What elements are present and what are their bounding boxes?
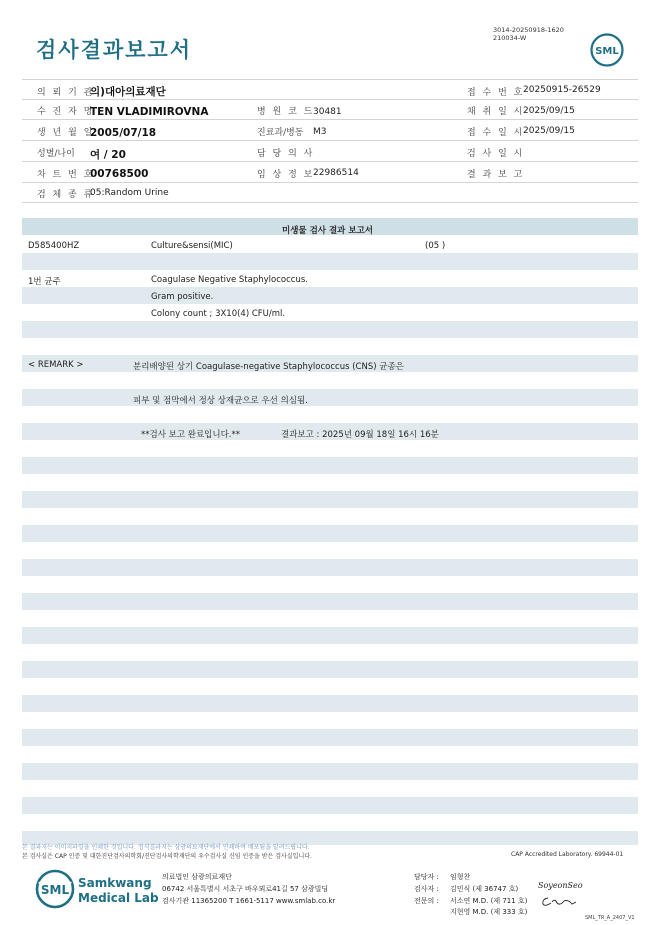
- dept-label: 진료과/병동: [257, 128, 304, 138]
- specialist-2: 지현영 M.D. (제 333 호): [450, 908, 528, 916]
- institution-value: 의)대아의료재단: [90, 86, 166, 98]
- sml-logo: [590, 33, 624, 67]
- row-band: [22, 627, 638, 644]
- report-completed-time: 결과보고 : 2025년 09월 18일 16시 16분: [281, 430, 439, 440]
- chart-label: 차 트 번 호: [37, 170, 95, 180]
- sml-logo-text: SML: [40, 883, 70, 897]
- info-bottom-border: [22, 202, 638, 203]
- cap-accreditation: CAP Accredited Laboratory. 69944-01: [511, 851, 624, 858]
- receipt-no-label: 접 수 번 호: [467, 88, 525, 98]
- document-code-line2: 210034-W: [493, 34, 527, 42]
- isolate-gram: Gram positive.: [151, 292, 214, 302]
- report-heading: 미생물 검사 결과 보고서: [282, 226, 373, 236]
- specialist-label: 전문의 :: [414, 897, 439, 905]
- institution-label: 의 뢰 기 관: [37, 88, 95, 98]
- form-code: SML_TR_A_2407_V1: [585, 915, 635, 921]
- hospital-code-value: 30481: [313, 107, 342, 117]
- org-address: 06742 서울특별시 서초구 바우뫼로41길 57 삼광빌딩: [162, 885, 329, 893]
- report-completed-note: **검사 보고 완료입니다.**: [141, 430, 241, 440]
- row-band: [22, 559, 638, 576]
- doctor-label: 담 당 의 사: [257, 149, 315, 159]
- info-divider: [22, 119, 638, 120]
- org-contact: 검사기관 11365200 T 1661-5117 www.smlab.co.kr: [162, 897, 336, 905]
- accreditation-notice: 본 검사실은 CAP 인증 및 대한진단검사의학회/진단검사의학재단의 우수검사실 신임 인증을 받은 검사실입니다.: [22, 853, 312, 860]
- isolate-organism: Coagulase Negative Staphylococcus.: [151, 275, 308, 285]
- isolate-label: 1번 균주: [28, 277, 61, 287]
- report-date-label: 결 과 보 고: [467, 170, 525, 180]
- remark-label: < REMARK >: [28, 360, 84, 370]
- row-band: [22, 253, 638, 270]
- remark-line-2: 피부 및 점막에서 정상 상재균으로 우선 의심됨.: [133, 396, 308, 406]
- row-band: [22, 695, 638, 712]
- test-sequence: (05 ): [425, 241, 446, 251]
- clinical-label: 임 상 정 보: [257, 170, 315, 180]
- row-band: [22, 287, 638, 304]
- row-band: [22, 457, 638, 474]
- sex-age-value: 여 / 20: [90, 149, 126, 161]
- signature-jihyun: [540, 895, 580, 909]
- row-band: [22, 525, 638, 542]
- org-name: 의료법인 삼광의료재단: [162, 873, 232, 881]
- test-date-label: 검 사 일 시: [467, 149, 525, 159]
- hospital-code-label: 병 원 코 드: [257, 107, 315, 117]
- brand-name-line2: Medical Lab: [78, 891, 159, 905]
- info-top-border: [22, 79, 638, 80]
- dept-value: M3: [313, 127, 327, 137]
- page-title: 검사결과보고서: [36, 38, 193, 62]
- row-band: [22, 389, 638, 406]
- sml-logo: [35, 869, 75, 909]
- remark-line-1: 분리배양된 상기 Coagulase-negative Staphylococcus (CNS) 균종은: [133, 362, 404, 372]
- clinical-value: 22986514: [313, 168, 359, 178]
- specimen-value: 05:Random Urine: [90, 188, 169, 198]
- birth-value: 2005/07/18: [90, 127, 157, 139]
- document-code: [493, 26, 583, 42]
- isolate-colony-count: Colony count ; 3X10(4) CFU/ml.: [151, 309, 286, 319]
- signature-soyeon: SoyeonSeo: [538, 881, 583, 890]
- row-band: [22, 491, 638, 508]
- row-band: [22, 661, 638, 678]
- row-band: [22, 321, 638, 338]
- test-name: Culture&sensi(MIC): [151, 241, 233, 251]
- patient-label: 수 진 자 명: [37, 107, 95, 117]
- receipt-no-value: 20250915-26529: [523, 85, 601, 95]
- info-divider: [22, 140, 638, 141]
- sml-logo-text: SML: [595, 46, 619, 57]
- birth-label: 생 년 월 일: [37, 128, 95, 138]
- document-code-line1: 3014-20250918-1620: [493, 26, 564, 34]
- patient-value: TEN VLADIMIROVNA: [90, 106, 209, 118]
- row-band: [22, 763, 638, 780]
- print-notice: 본 결과지는 이미지파일을 인쇄한 것입니다. 정식결과지는 삼광의료재단에서 인쇄하여 배포됨을 알려드립니다.: [22, 844, 310, 851]
- receipt-date-label: 접 수 일 시: [467, 128, 525, 138]
- collect-date-label: 채 취 일 시: [467, 107, 525, 117]
- receipt-date-value: 2025/09/15: [523, 126, 575, 136]
- tester-value: 김민식 (제 36747 호): [450, 885, 519, 893]
- test-code: D585400HZ: [28, 241, 80, 251]
- row-band: [22, 729, 638, 746]
- sex-age-label: 성별/나이: [37, 149, 75, 159]
- row-band: [22, 593, 638, 610]
- row-band: [22, 797, 638, 814]
- specimen-label: 검 체 종 류: [37, 190, 95, 200]
- info-divider: [22, 99, 638, 100]
- specialist-1: 서소연 M.D. (제 711 호): [450, 897, 528, 905]
- staff-value: 임형찬: [450, 873, 471, 881]
- staff-label: 담당자 :: [414, 873, 439, 881]
- info-divider: [22, 182, 638, 183]
- brand-name-line1: Samkwang: [78, 876, 152, 890]
- collect-date-value: 2025/09/15: [523, 106, 575, 116]
- tester-label: 검사자 :: [414, 885, 439, 893]
- chart-value: 00768500: [90, 168, 149, 180]
